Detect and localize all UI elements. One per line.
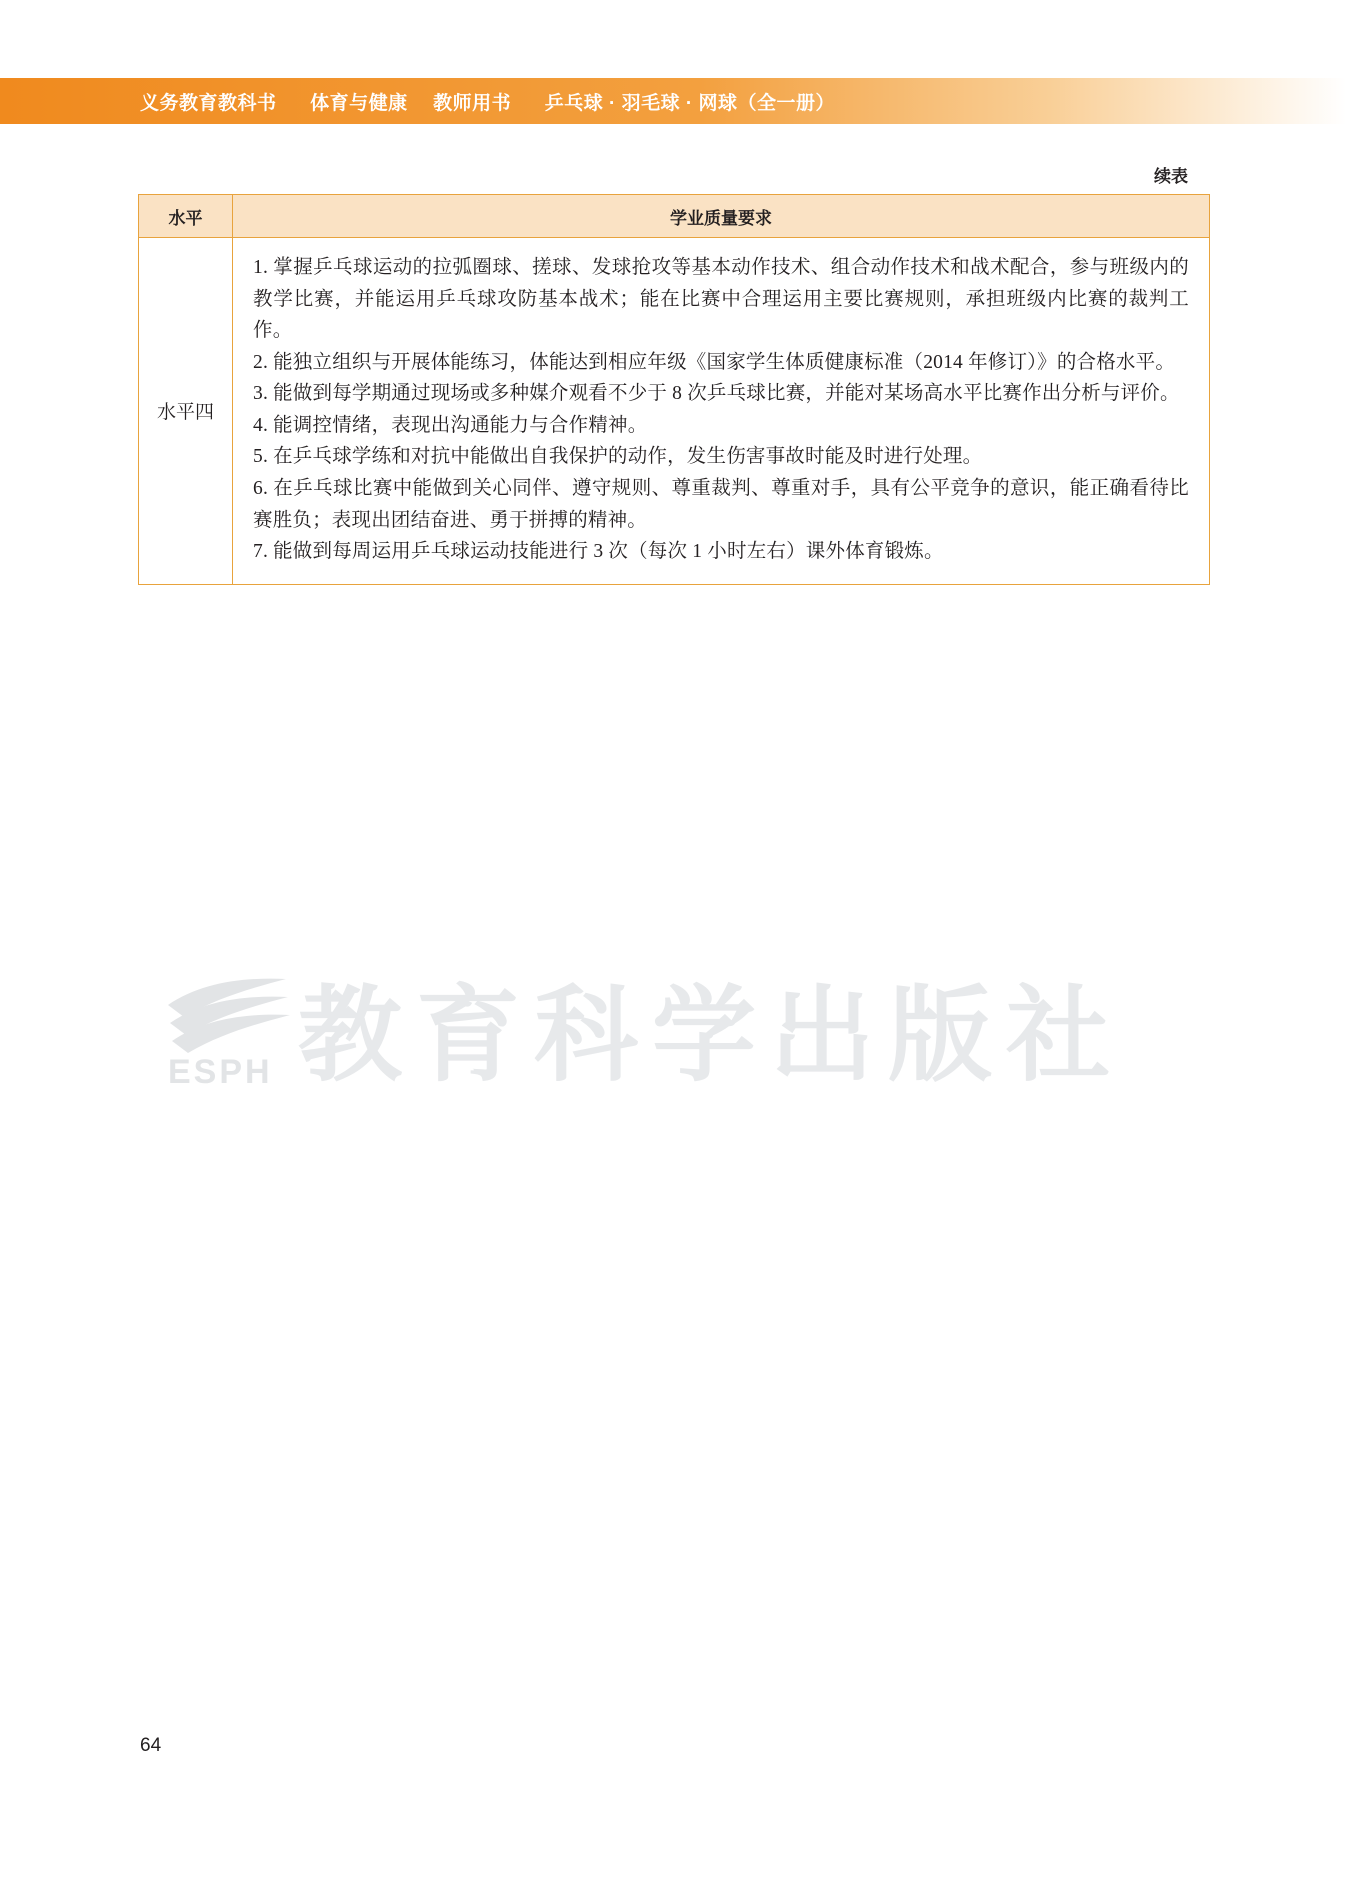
requirement-item: 4. 能调控情绪，表现出沟通能力与合作精神。 xyxy=(253,414,648,436)
requirement-item: 6. 在乒乓球比赛中能做到关心同伴、遵守规则、尊重裁判、尊重对手，具有公平竞争的意识，能正确看待比赛胜负；表现出团结奋进、勇于拼搏的精神。 xyxy=(253,478,1189,531)
column-header-requirements: 学业质量要求 xyxy=(233,195,1210,238)
cell-level-value: 水平四 xyxy=(139,238,233,585)
requirement-item: 7. 能做到每周运用乒乓球运动技能进行 3 次（每次 1 小时左右）课外体育锻炼。 xyxy=(253,541,944,563)
requirement-item: 2. 能独立组织与开展体能练习，体能达到相应年级《国家学生体质健康标准（2014 年修订）》的合格水平。 xyxy=(253,351,1176,373)
running-header xyxy=(140,88,835,115)
publisher-watermark xyxy=(150,955,1125,1105)
watermark-publisher-name: 教育科学出版社 xyxy=(298,979,1125,1094)
quality-requirements-table-wrapper xyxy=(138,194,1210,585)
cell-requirements-list xyxy=(233,238,1210,585)
page-number: 64 xyxy=(140,1735,162,1756)
requirement-item: 5. 在乒乓球学练和对抗中能做出自我保护的动作，发生伤害事故时能及时进行处理。 xyxy=(253,446,983,468)
header-booktype: 教师用书 xyxy=(433,93,512,114)
header-volume: 乒乓球 · 羽毛球 · 网球（全一册） xyxy=(544,93,836,114)
header-series-title: 义务教育教科书 xyxy=(140,93,277,114)
table-header-row xyxy=(139,195,1210,238)
header-subject: 体育与健康 xyxy=(310,93,408,114)
publisher-logo-icon xyxy=(160,959,310,1069)
quality-requirements-table xyxy=(138,194,1210,585)
continued-table-label: 续表 xyxy=(1154,167,1188,186)
watermark-acronym: ESPH xyxy=(168,1053,273,1091)
column-header-level: 水平 xyxy=(139,195,233,238)
requirement-item: 1. 掌握乒乓球运动的拉弧圈球、搓球、发球抢攻等基本动作技术、组合动作技术和战术配合，参与班级内的教学比赛，并能运用乒乓球攻防基本战术；能在比赛中合理运用主要比赛规则，承担班级内比赛的裁判工作。 xyxy=(253,257,1189,342)
table-row xyxy=(139,238,1210,585)
requirement-item: 3. 能做到每学期通过现场或多种媒介观看不少于 8 次乒乓球比赛，并能对某场高水平比赛作出分析与评价。 xyxy=(253,383,1180,405)
